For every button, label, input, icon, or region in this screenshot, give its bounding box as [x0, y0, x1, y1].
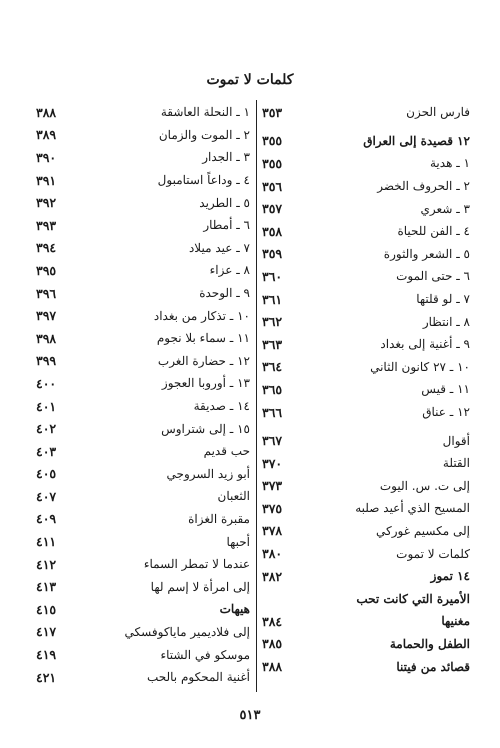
toc-entry-title: ٤ ـ وداعاً استامبول	[157, 173, 250, 188]
toc-entry-title: ١٤ ـ صديقة	[193, 399, 250, 414]
toc-entry-page: ٣٩٤	[36, 240, 57, 256]
toc-entry	[262, 378, 470, 401]
toc-entry	[36, 259, 250, 282]
toc-entry-title: ٩ ـ أغنية إلى بغداد	[380, 337, 470, 352]
toc-entry	[36, 643, 250, 666]
toc-entry	[36, 395, 250, 418]
toc-entry	[36, 666, 250, 689]
toc-entry-title: ٦ ـ أمطار	[203, 218, 250, 233]
toc-entry	[36, 485, 250, 508]
toc-entry-title: ١١ ـ سماء بلا نجوم	[156, 331, 250, 346]
toc-entry-title: إلى مكسيم غوركي	[376, 523, 470, 538]
column-divider	[256, 100, 257, 692]
toc-entry-title: إلى ت. س. اليوت	[379, 478, 470, 493]
toc-entry-page: ٣٩١	[36, 172, 57, 188]
toc-entry	[36, 598, 250, 621]
toc-entry-page: ٣٦١	[262, 291, 283, 307]
toc-entry-page: ٤١٥	[36, 601, 57, 617]
toc-entry	[262, 175, 470, 198]
toc-entry	[262, 197, 470, 220]
toc-entry-page: ٤٠٥	[36, 466, 57, 482]
toc-entry	[262, 633, 470, 656]
toc-entry	[36, 282, 250, 305]
toc-entry-title: ٥ ـ الطريد	[199, 195, 250, 210]
toc-entry-title: ٤ ـ الفن للحياة	[397, 224, 470, 239]
toc-entry	[262, 401, 470, 424]
toc-entry-page: ٣٩٢	[36, 195, 57, 211]
toc-entry	[36, 237, 250, 260]
toc-entry-title: أقوال	[442, 433, 470, 448]
toc-entry-title: ١ ـ النحلة العاشقة	[160, 105, 250, 120]
toc-entry	[262, 475, 470, 498]
toc-entry-title: ٢ ـ الحروف الخضر	[377, 179, 470, 194]
toc-entry-title: الثعبان	[217, 489, 250, 504]
toc-entry	[262, 333, 470, 356]
toc-entry-title: ٢ ـ الموت والزمان	[158, 127, 250, 142]
toc-entry-page: ٣٩٧	[36, 308, 57, 324]
toc-entry-title: أغنية المحكوم بالحب	[146, 670, 250, 685]
toc-entry-title: ٧ ـ عيد ميلاد	[188, 240, 250, 255]
toc-entry-title: ١٤ تموز	[430, 569, 470, 584]
toc-entry	[36, 304, 250, 327]
toc-entry-title: ١٢ ـ حضارة الغرب	[157, 353, 250, 368]
toc-entry-page: ٤١٣	[36, 579, 57, 595]
toc-entry-title: المسيح الذي أعيد صلبه	[355, 501, 470, 516]
toc-entry-title: مغنيها	[441, 614, 470, 629]
toc-entry	[36, 124, 250, 147]
toc-entry-page: ٤٠٩	[36, 511, 57, 527]
toc-entry-title: هيهات	[219, 602, 250, 617]
toc-entry	[262, 452, 470, 475]
toc-entry-page: ٣٨٨	[262, 659, 283, 675]
toc-entry-page: ٣٥٣	[262, 104, 283, 120]
toc-entry-title: ٨ ـ عزاء	[209, 263, 250, 278]
toc-entry-page: ٤٠٣	[36, 443, 57, 459]
toc-entry-page: ٤١٢	[36, 556, 57, 572]
toc-right-column	[262, 101, 470, 678]
toc-entry-title: القتلة	[442, 456, 470, 471]
toc-entry	[36, 214, 250, 237]
toc-entry-page: ٣٨٢	[262, 568, 283, 584]
toc-entry-page: ٤١٩	[36, 647, 57, 663]
toc-entry-title: كلمات لا تموت	[396, 546, 470, 561]
toc-entry-title: أحبها	[226, 534, 250, 549]
toc-entry-title: ٩ ـ الوحدة	[199, 286, 250, 301]
toc-entry-title: أبو زيد السروجي	[166, 466, 250, 481]
toc-entry-title: ٨ ـ انتظار	[422, 314, 470, 329]
toc-entry-title: فارس الحزن	[406, 105, 470, 120]
toc-entry	[262, 356, 470, 379]
toc-entry	[36, 169, 250, 192]
toc-entry	[36, 101, 250, 124]
toc-entry-page: ٣٥٥	[262, 155, 283, 171]
toc-entry-title: ١٥ ـ إلى شتراوس	[161, 421, 250, 436]
toc-entry-page: ٣٦٣	[262, 336, 283, 352]
toc-entry	[36, 327, 250, 350]
toc-entry-title: ٦ ـ حتى الموت	[396, 269, 470, 284]
toc-entry	[262, 130, 470, 153]
toc-entry-page: ٣٧٥	[262, 500, 283, 516]
toc-entry-page: ٤٠٧	[36, 488, 57, 504]
toc-entry-page: ٣٩٦	[36, 285, 57, 301]
toc-entry-page: ٣٧٨	[262, 523, 283, 539]
toc-entry-title: قصائد من فيتنا	[396, 659, 470, 674]
toc-left-column	[36, 101, 250, 688]
toc-entry	[262, 610, 470, 633]
toc-entry	[262, 101, 470, 124]
toc-entry-page: ٣٦٤	[262, 359, 283, 375]
toc-entry-page: ٤٠١	[36, 398, 57, 414]
toc-entry	[36, 575, 250, 598]
toc-entry	[36, 508, 250, 531]
toc-entry	[262, 542, 470, 565]
toc-entry-title: إلى فلاديمير ماياكوفسكي	[124, 624, 250, 639]
toc-entry	[36, 530, 250, 553]
toc-entry-title: ٣ ـ الجدار	[202, 150, 250, 165]
toc-entry-page: ٤٢١	[36, 669, 57, 685]
toc-entry-page: ٤٠٢	[36, 421, 57, 437]
toc-entry-title: عندما لا تمطر السماء	[143, 557, 250, 572]
toc-entry	[262, 310, 470, 333]
toc-entry-title: الطفل والحمامة	[389, 636, 470, 651]
toc-entry	[262, 288, 470, 311]
toc-entry	[262, 243, 470, 266]
toc-entry-page: ٣٨٩	[36, 127, 57, 143]
toc-entry-page: ٣٩٣	[36, 217, 57, 233]
toc-entry-title: حب قديم	[203, 444, 250, 459]
toc-entry	[36, 191, 250, 214]
page-title: كلمات لا تموت	[206, 72, 294, 88]
toc-entry	[262, 587, 470, 610]
toc-entry-page: ٣٨٨	[36, 104, 57, 120]
page-number: ٥١٣	[239, 708, 261, 723]
toc-entry	[262, 220, 470, 243]
toc-entry-page: ٣٦٦	[262, 404, 283, 420]
toc-entry	[36, 621, 250, 644]
toc-entry	[262, 265, 470, 288]
toc-entry-title: ٣ ـ شعري	[420, 201, 470, 216]
toc-entry	[262, 655, 470, 678]
toc-entry	[36, 553, 250, 576]
toc-entry-title: ١٠ ـ ٢٧ كانون الثاني	[370, 359, 470, 374]
toc-entry-title: ١٣ ـ أوروبا العجوز	[161, 376, 250, 391]
toc-entry-page: ٣٥٧	[262, 201, 283, 217]
toc-entry-page: ٤٠٠	[36, 375, 57, 391]
toc-entry	[262, 497, 470, 520]
toc-entry-title: ١٢ ـ عناق	[422, 405, 470, 420]
toc-entry-title: مقبرة الغزاة	[188, 511, 250, 526]
toc-entry-page: ٣٥٨	[262, 223, 283, 239]
toc-entry-page: ٣٩٨	[36, 330, 57, 346]
toc-entry-title: ١٢ قصيدة إلى العراق	[363, 133, 470, 148]
toc-entry-page: ٣٩٥	[36, 262, 57, 278]
toc-entry	[36, 146, 250, 169]
toc-entry-page: ٣٧٠	[262, 455, 283, 471]
toc-entry-page: ٣٦٥	[262, 381, 283, 397]
toc-entry-title: موسكو في الشتاء	[160, 647, 250, 662]
toc-entry-page: ٤١٧	[36, 624, 57, 640]
toc-entry	[262, 520, 470, 543]
toc-entry-title: إلى امرأة لا إسم لها	[150, 579, 250, 594]
toc-entry	[36, 463, 250, 486]
toc-entry-title: ١ ـ هدية	[430, 156, 470, 171]
toc-entry-title: ٧ ـ لو قلتها	[416, 292, 470, 307]
toc-entry-title: ٥ ـ الشعر والثورة	[383, 246, 470, 261]
toc-entry-title: ١٠ ـ تذكار من بغداد	[153, 308, 250, 323]
toc-entry-page: ٣٨٤	[262, 613, 283, 629]
toc-entry-page: ٣٨٥	[262, 636, 283, 652]
toc-entry-page: ٣٥٥	[262, 133, 283, 149]
toc-entry	[262, 152, 470, 175]
toc-entry-page: ٣٦٧	[262, 433, 283, 449]
toc-entry-page: ٣٩٩	[36, 353, 57, 369]
toc-entry	[36, 417, 250, 440]
toc-entry	[36, 372, 250, 395]
toc-entry-page: ٣٦٢	[262, 314, 283, 330]
toc-entry	[36, 440, 250, 463]
toc-entry-page: ٣٦٠	[262, 268, 283, 284]
toc-entry	[262, 429, 470, 452]
toc-entry-page: ٣٨٠	[262, 546, 283, 562]
toc-entry	[262, 565, 470, 588]
toc-entry-title: ١١ ـ قيس	[421, 382, 470, 397]
toc-entry-title: الأميرة التي كانت تحب	[356, 591, 470, 606]
toc-entry-page: ٣٩٠	[36, 149, 57, 165]
toc-entry-page: ٣٥٩	[262, 246, 283, 262]
toc-entry-page: ٣٧٣	[262, 478, 283, 494]
toc-entry-page: ٤١١	[36, 534, 57, 550]
toc-entry-page: ٣٥٦	[262, 178, 283, 194]
toc-entry	[36, 350, 250, 373]
